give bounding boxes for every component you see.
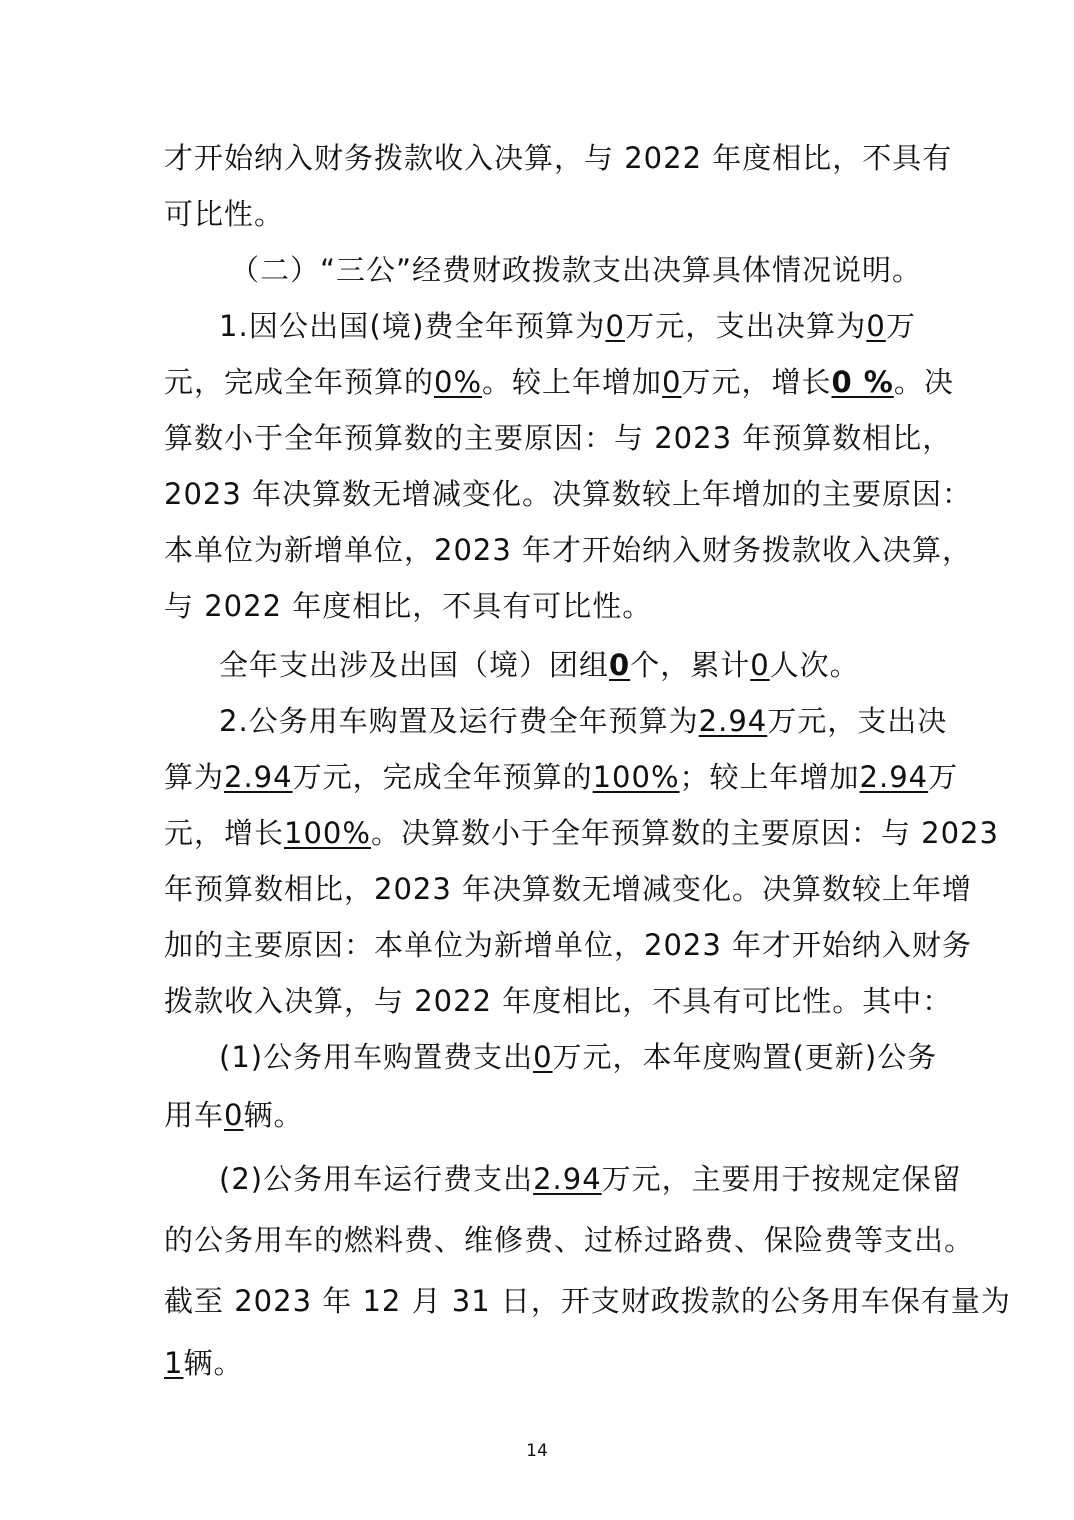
text-span: 拨款收入决算，与 2022 年度相比，不具有可比性。其中： (164, 984, 953, 1018)
text-span: 万 (928, 760, 959, 794)
text-span: 2023 年决算数无增减变化。决算数较上年增加的主要原因： (164, 477, 973, 511)
text-line (164, 1343, 916, 1383)
text-span: 本单位为新增单位，2023 年才开始纳入财务拨款收入决算， (164, 533, 973, 567)
text-line (164, 925, 973, 965)
text-span: 1.因公出国(境)费全年预算为 (219, 309, 606, 343)
underlined-value: 2.94 (533, 1162, 602, 1196)
text-span: (1)公务用车购置费支出 (219, 1040, 534, 1074)
text-line (164, 1220, 975, 1260)
text-span: ；较上年增加 (679, 760, 860, 794)
text-line (164, 1095, 916, 1135)
text-span: 元，增长 (164, 816, 285, 850)
text-span: 个，累计 (630, 648, 751, 682)
text-span: 万元，本年度购置(更新)公务 (552, 1040, 938, 1074)
text-span: 辆。 (183, 1346, 244, 1380)
text-span: 。决 (893, 365, 954, 399)
underlined-value: 0% (434, 365, 483, 399)
text-line (164, 530, 973, 570)
text-span: 万元，支出决算为 (624, 309, 867, 343)
text-span: 才开始纳入财务拨款收入决算，与 2022 年度相比，不具有 (164, 141, 953, 175)
underlined-value: 0 (609, 648, 631, 682)
text-span: 人次。 (769, 648, 860, 682)
text-span: 2.公务用车购置及运行费全年预算为 (219, 704, 699, 738)
text-line (164, 418, 953, 458)
text-span: (2)公务用车运行费支出 (219, 1162, 534, 1196)
text-line (219, 306, 916, 346)
text-span: 的公务用车的燃料费、维修费、过桥过路费、保险费等支出。 (164, 1223, 975, 1257)
text-line (219, 1159, 962, 1199)
text-span: 辆。 (243, 1098, 304, 1132)
underlined-value: 0 (533, 1040, 553, 1074)
text-span: 用车 (164, 1098, 225, 1132)
text-span: 截至 2023 年 12 月 31 日，开支财政拨款的公务用车保有量为 (164, 1284, 1011, 1318)
underlined-value: 0 (662, 365, 682, 399)
text-span: 算数小于全年预算数的主要原因：与 2023 年预算数相比， (164, 421, 953, 455)
underlined-value: 0 (866, 309, 886, 343)
text-line (164, 869, 973, 909)
text-line (219, 701, 948, 741)
text-line (164, 981, 953, 1021)
underlined-value: 0 (605, 309, 625, 343)
text-line (164, 474, 973, 514)
underlined-value: 1 (164, 1346, 184, 1380)
underlined-value: 0 (224, 1098, 244, 1132)
section-heading (230, 250, 923, 290)
text-span: 元，完成全年预算的 (164, 365, 435, 399)
text-span: 年预算数相比，2023 年决算数无增减变化。决算数较上年增 (164, 872, 973, 906)
text-line (164, 813, 999, 853)
underlined-value: 0 % (831, 365, 894, 399)
text-span: 。决算数小于全年预算数的主要原因：与 2023 (370, 816, 999, 850)
text-span: 万元，增长 (681, 365, 832, 399)
text-span: 加的主要原因：本单位为新增单位，2023 年才开始纳入财务 (164, 928, 973, 962)
text-line (164, 586, 916, 626)
text-span: 万元，完成全年预算的 (292, 760, 593, 794)
underlined-value: 100% (284, 816, 371, 850)
heading-text: （二）“三公”经费财政拨款支出决算具体情况说明。 (230, 253, 923, 287)
text-span: 。较上年增加 (482, 365, 663, 399)
text-span: 万元，支出决 (767, 704, 948, 738)
text-span: 可比性。 (164, 197, 285, 231)
underlined-value: 2.94 (698, 704, 768, 738)
text-span: 算为 (164, 760, 225, 794)
text-line (164, 138, 953, 178)
text-line (164, 362, 954, 402)
text-line (164, 1281, 1011, 1321)
text-line (164, 757, 959, 797)
text-span: 万元，主要用于按规定保留 (601, 1162, 962, 1196)
underlined-value: 0 (750, 648, 770, 682)
text-span: 与 2022 年度相比，不具有可比性。 (164, 589, 653, 623)
text-line (219, 1037, 938, 1077)
text-span: 万 (885, 309, 916, 343)
underlined-value: 2.94 (859, 760, 929, 794)
text-span: 全年支出涉及出国（境）团组 (219, 648, 610, 682)
underlined-value: 100% (592, 760, 680, 794)
underlined-value: 2.94 (224, 760, 293, 794)
text-line (164, 194, 916, 234)
text-line (219, 645, 916, 685)
page-number: 14 (526, 1441, 548, 1461)
